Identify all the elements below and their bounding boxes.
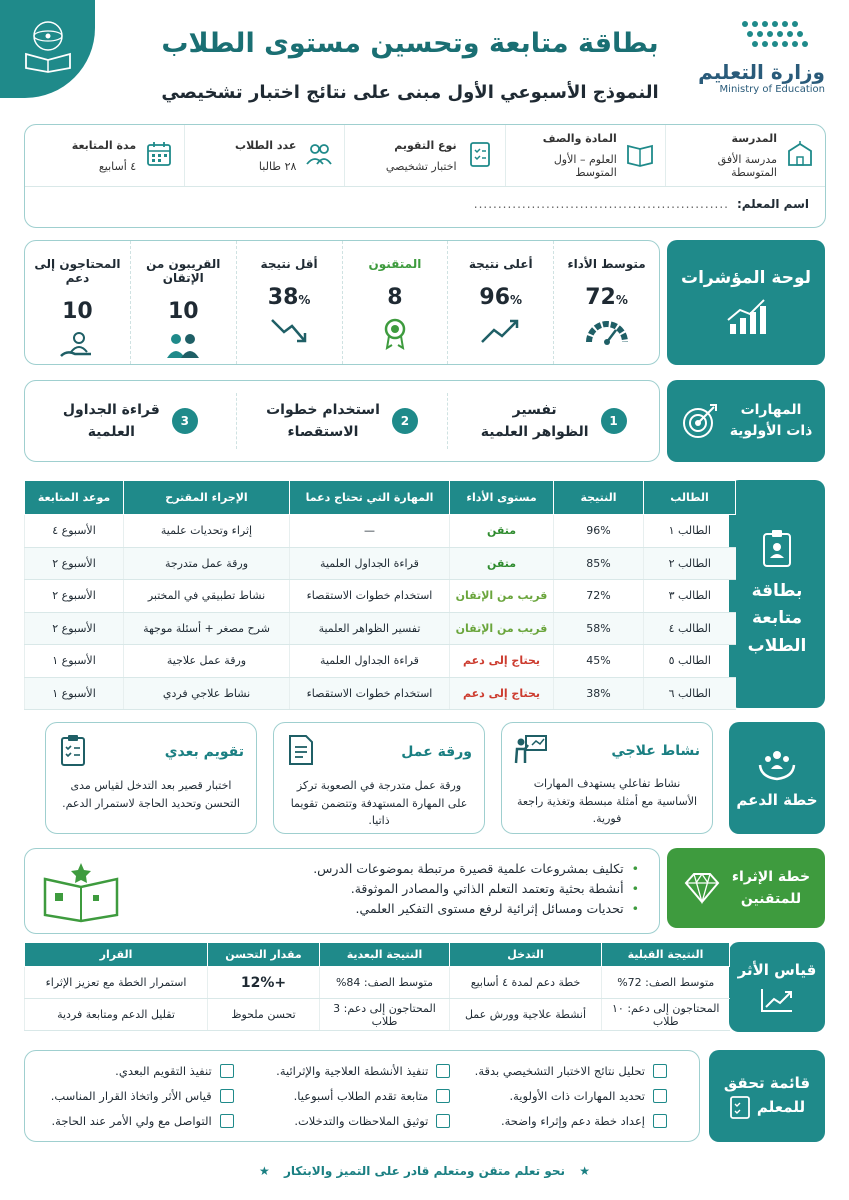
table-row bbox=[25, 580, 736, 613]
table-header: التدخل bbox=[450, 943, 602, 967]
page-subtitle: النموذج الأسبوعي الأول مبنى على نتائج اختبار تشخيصي bbox=[161, 82, 659, 103]
teacher-name-row bbox=[25, 187, 825, 221]
teacher-label: اسم المعلم: bbox=[736, 197, 809, 211]
table-row bbox=[25, 999, 730, 1031]
skill-item bbox=[447, 393, 659, 449]
cell-pre: المحتاجون إلى دعم: ١٠ طلاب bbox=[602, 999, 730, 1031]
enrichment-title-box bbox=[667, 848, 825, 928]
table-row bbox=[25, 645, 736, 678]
table-header-row bbox=[25, 943, 730, 967]
cell-level: يحتاج إلى دعم bbox=[450, 677, 554, 710]
info-duration bbox=[25, 125, 184, 186]
cell-level: متقن bbox=[450, 515, 554, 548]
bar-chart-icon bbox=[724, 298, 768, 338]
gauge-icon bbox=[554, 316, 659, 350]
checkbox[interactable] bbox=[436, 1064, 450, 1078]
table-header: مقدار التحسن bbox=[208, 943, 320, 967]
table-header: مستوى الأداء bbox=[450, 481, 554, 515]
info-students-count bbox=[184, 125, 344, 186]
kpi-value: 10 bbox=[167, 299, 199, 324]
cell-score: 85% bbox=[554, 547, 644, 580]
students-title-line1: بطاقة bbox=[751, 581, 803, 602]
checklist-item[interactable] bbox=[470, 1108, 687, 1133]
worksheet-icon bbox=[286, 733, 316, 771]
checklist-item[interactable] bbox=[37, 1108, 254, 1133]
kpi-need-support bbox=[25, 241, 130, 364]
skill-item bbox=[236, 393, 448, 449]
skills-title-line1: المهارات bbox=[740, 402, 802, 418]
info-label: مدة المتابعة bbox=[71, 138, 137, 152]
star-icon: ★ bbox=[259, 1164, 270, 1178]
checkbox[interactable] bbox=[436, 1089, 450, 1103]
support-card-remedial bbox=[501, 722, 713, 834]
table-header: النتيجة القبلية bbox=[602, 943, 730, 967]
students-table bbox=[24, 480, 736, 710]
support-icon bbox=[25, 330, 130, 364]
footer-text: نحو تعلم متقن ومتعلم قادر على التميز والابتكار bbox=[283, 1164, 566, 1178]
cell-action: إثراء وتحديات علمية bbox=[124, 515, 290, 548]
support-card-title: نشاط علاجي bbox=[611, 743, 700, 759]
checklist-item-label: تنفيذ الأنشطة العلاجية والإثرائية. bbox=[276, 1064, 429, 1079]
checklist-item-label: تنفيذ التقويم البعدي. bbox=[115, 1064, 212, 1079]
table-header: الطالب bbox=[644, 481, 736, 515]
enrichment-card bbox=[24, 848, 660, 934]
skill-line1: تفسير bbox=[512, 401, 557, 418]
checklist-title-line2: للمعلم bbox=[756, 1098, 806, 1116]
footer-slogan bbox=[0, 1164, 849, 1178]
kpi-value: 38 bbox=[267, 285, 299, 310]
info-label: نوع التقويم bbox=[394, 138, 457, 152]
cell-decision: استمرار الخطة مع تعزيز الإثراء bbox=[25, 967, 208, 999]
cell-followup: الأسبوع ٢ bbox=[25, 547, 124, 580]
table-header: النتيجة البعدية bbox=[320, 943, 450, 967]
checklist-icon bbox=[465, 139, 495, 173]
info-assessment bbox=[344, 125, 504, 186]
kpi-label: القريبون من الإتقان bbox=[146, 257, 221, 285]
cell-level: قريب من الإتقان bbox=[450, 580, 554, 613]
checkbox[interactable] bbox=[220, 1114, 234, 1128]
kpi-unit: % bbox=[298, 293, 311, 307]
cell-action: ورقة عمل علاجية bbox=[124, 645, 290, 678]
cell-followup: الأسبوع ٤ bbox=[25, 515, 124, 548]
cell-level: قريب من الإتقان bbox=[450, 612, 554, 645]
checkbox[interactable] bbox=[436, 1114, 450, 1128]
cell-skill: تفسير الظواهر العلمية bbox=[290, 612, 450, 645]
info-value: مدرسة الأفق المتوسطة bbox=[717, 153, 777, 179]
table-row bbox=[25, 612, 736, 645]
ministry-logo bbox=[685, 16, 825, 106]
cell-followup: الأسبوع ٢ bbox=[25, 612, 124, 645]
support-title: خطة الدعم bbox=[736, 791, 818, 809]
group-icon bbox=[131, 330, 236, 364]
impact-title-box bbox=[729, 942, 825, 1032]
dashboard-title: لوحة المؤشرات bbox=[681, 267, 811, 288]
skill-line1: استخدام خطوات bbox=[266, 401, 380, 418]
cell-action: نشاط علاجي فردي bbox=[124, 677, 290, 710]
calendar-icon bbox=[144, 139, 174, 173]
cell-followup: الأسبوع ٢ bbox=[25, 580, 124, 613]
info-value: اختبار تشخيصي bbox=[385, 159, 457, 173]
table-header-row bbox=[25, 481, 736, 515]
skills-title-box bbox=[667, 380, 825, 462]
cell-student: الطالب ٤ bbox=[644, 612, 736, 645]
checklist-title-line1: قائمة تحقق bbox=[723, 1073, 811, 1092]
table-header: الإجراء المقترح bbox=[124, 481, 290, 515]
skills-title-line2: ذات الأولوية bbox=[729, 423, 813, 439]
teacher-name-field[interactable]: ..................................................... bbox=[473, 197, 729, 211]
checklist-card bbox=[24, 1050, 700, 1142]
checklist-item[interactable] bbox=[254, 1108, 471, 1133]
cell-action: شرح مصغر + أسئلة موجهة bbox=[124, 612, 290, 645]
cell-intervention: خطة دعم لمدة ٤ أسابيع bbox=[450, 967, 602, 999]
kpi-unit: % bbox=[615, 293, 628, 307]
cell-improvement: تحسن ملحوظ bbox=[208, 999, 320, 1031]
impact-title: قياس الأثر bbox=[737, 961, 817, 979]
cell-student: الطالب ٣ bbox=[644, 580, 736, 613]
kpi-label: المتقنون bbox=[368, 257, 422, 271]
skill-item bbox=[25, 393, 236, 449]
trend-up-icon bbox=[448, 316, 553, 350]
students-title-line2: متابعة bbox=[751, 608, 803, 629]
cell-level: متقن bbox=[450, 547, 554, 580]
cell-score: 58% bbox=[554, 612, 644, 645]
support-card-desc: نشاط تفاعلي يستهدف المهارات الأساسية مع أمثلة مبسطة وتغذية راجعة فورية. bbox=[516, 777, 698, 826]
kpi-highest bbox=[447, 241, 553, 364]
cell-decision: تقليل الدعم ومتابعة فردية bbox=[25, 999, 208, 1031]
kpi-unit: % bbox=[510, 293, 523, 307]
info-value: العلوم – الأول المتوسط bbox=[553, 153, 617, 179]
kpi-value: 72 bbox=[585, 285, 616, 310]
target-icon bbox=[680, 401, 720, 441]
enrichment-item: • أنشطة بحثية وتعتمد التعلم الذاتي والمصادر الموثوقة. bbox=[25, 879, 639, 899]
checklist-title-box bbox=[709, 1050, 825, 1142]
checklist-item[interactable] bbox=[470, 1059, 687, 1084]
checklist-item[interactable] bbox=[254, 1059, 471, 1084]
medal-icon bbox=[343, 316, 448, 350]
cell-post: متوسط الصف: 84% bbox=[320, 967, 450, 999]
kpi-value: 10 bbox=[62, 299, 93, 324]
kpi-masters bbox=[342, 241, 448, 364]
checklist-item-label: توثيق الملاحظات والتدخلات. bbox=[294, 1113, 429, 1128]
cell-intervention: أنشطة علاجية وورش عمل bbox=[450, 999, 602, 1031]
info-subject bbox=[505, 125, 665, 186]
kpi-label: المحتاجون إلى دعم bbox=[34, 257, 121, 285]
checklist-item-label: قياس الأثر واتخاذ القرار المناسب. bbox=[50, 1088, 212, 1103]
students-title-line3: الطلاب bbox=[747, 635, 807, 656]
book-atom-icon bbox=[18, 14, 78, 74]
checklist-item-label: تحديد المهارات ذات الأولوية. bbox=[509, 1088, 645, 1103]
page-title: بطاقة متابعة وتحسين مستوى الطلاب bbox=[161, 28, 659, 59]
cell-action: ورقة عمل متدرجة bbox=[124, 547, 290, 580]
cell-skill: استخدام خطوات الاستقصاء bbox=[290, 580, 450, 613]
cell-followup: الأسبوع ١ bbox=[25, 645, 124, 678]
enrichment-item: • تكليف بمشروعات علمية قصيرة مرتبطة بموضوعات الدرس. bbox=[25, 859, 639, 879]
enrichment-title-line2: للمتقنين bbox=[740, 891, 802, 907]
people-icon bbox=[304, 139, 334, 173]
logo-text-ar: وزارة التعليم bbox=[698, 60, 825, 84]
support-hands-icon bbox=[757, 747, 797, 783]
dashboard-card bbox=[24, 240, 660, 365]
cell-skill: قراءة الجداول العلمية bbox=[290, 645, 450, 678]
skill-line1: قراءة الجداول bbox=[62, 401, 160, 418]
info-card bbox=[24, 124, 826, 228]
support-card-title: تقويم بعدي bbox=[164, 744, 244, 760]
cell-student: الطالب ٥ bbox=[644, 645, 736, 678]
checklist-item-label: التواصل مع ولي الأمر عند الحاجة. bbox=[51, 1113, 212, 1128]
logo-text-en: Ministry of Education bbox=[719, 84, 825, 95]
school-icon bbox=[785, 139, 815, 173]
skill-line2: الاستقصاء bbox=[287, 424, 359, 440]
kpi-near-mastery bbox=[130, 241, 236, 364]
checklist-item-label: متابعة تقدم الطلاب أسبوعيا. bbox=[293, 1088, 429, 1103]
table-header: النتيجة bbox=[554, 481, 644, 515]
cell-student: الطالب ٢ bbox=[644, 547, 736, 580]
checkbox[interactable] bbox=[653, 1089, 667, 1103]
kpi-value: 8 bbox=[387, 285, 403, 310]
kpi-label: أعلى نتيجة bbox=[468, 257, 533, 271]
cell-pre: متوسط الصف: 72% bbox=[602, 967, 730, 999]
info-label: المدرسة bbox=[731, 132, 777, 145]
info-label: المادة والصف bbox=[542, 132, 617, 145]
kpi-average bbox=[553, 241, 659, 364]
info-value: ٢٨ طالبا bbox=[258, 159, 297, 173]
table-header: المهارة التي تحتاج دعما bbox=[290, 481, 450, 515]
cell-score: 45% bbox=[554, 645, 644, 678]
kpi-value: 96 bbox=[479, 285, 511, 310]
open-book-icon bbox=[41, 859, 121, 923]
ministry-logo-icon bbox=[735, 16, 825, 56]
teacher-board-icon bbox=[514, 733, 548, 769]
book-icon bbox=[625, 139, 655, 173]
cell-skill: استخدام خطوات الاستقصاء bbox=[290, 677, 450, 710]
star-icon: ★ bbox=[579, 1164, 590, 1178]
table-header: القرار bbox=[25, 943, 208, 967]
checklist-item[interactable] bbox=[254, 1084, 471, 1109]
support-card-desc: اختبار قصير بعد التدخل لقياس مدى التحسن وتحديد الحاجة لاستمرار الدعم. bbox=[62, 779, 240, 810]
table-row bbox=[25, 515, 736, 548]
kpi-label: أقل نتيجة bbox=[260, 257, 318, 271]
clipboard-icon bbox=[58, 733, 88, 771]
cell-followup: الأسبوع ١ bbox=[25, 677, 124, 710]
growth-chart-icon bbox=[760, 987, 794, 1013]
cell-student: الطالب ١ bbox=[644, 515, 736, 548]
table-row bbox=[25, 547, 736, 580]
id-card-icon bbox=[759, 528, 795, 568]
checkbox[interactable] bbox=[653, 1064, 667, 1078]
info-value: ٤ أسابيع bbox=[98, 159, 137, 173]
skill-number: 3 bbox=[172, 408, 198, 434]
cell-skill: قراءة الجداول العلمية bbox=[290, 547, 450, 580]
checkbox[interactable] bbox=[653, 1114, 667, 1128]
checklist-item[interactable] bbox=[37, 1084, 254, 1109]
cell-skill: — bbox=[290, 515, 450, 548]
diamond-icon bbox=[682, 871, 722, 905]
cell-student: الطالب ٦ bbox=[644, 677, 736, 710]
table-row bbox=[25, 967, 730, 999]
header-corner-decoration bbox=[0, 0, 95, 98]
enrichment-title-line1: خطة الإثراء bbox=[731, 868, 811, 885]
cell-score: 38% bbox=[554, 677, 644, 710]
enrichment-item: • تحديات ومسائل إثرائية لرفع مستوى التفكير العلمي. bbox=[25, 899, 639, 919]
kpi-lowest bbox=[236, 241, 342, 364]
support-card-title: ورقة عمل bbox=[401, 744, 472, 760]
cell-score: 72% bbox=[554, 580, 644, 613]
checkbox[interactable] bbox=[220, 1064, 234, 1078]
skill-number: 1 bbox=[601, 408, 627, 434]
checklist-item[interactable] bbox=[470, 1084, 687, 1109]
cell-action: نشاط تطبيقي في المختبر bbox=[124, 580, 290, 613]
clipboard-check-icon bbox=[729, 1094, 751, 1120]
dashboard-title-box bbox=[667, 240, 825, 365]
skill-number: 2 bbox=[392, 408, 418, 434]
trend-down-icon bbox=[237, 316, 342, 350]
cell-post: المحتاجون إلى دعم: 3 طلاب bbox=[320, 999, 450, 1031]
checkbox[interactable] bbox=[220, 1089, 234, 1103]
support-card-post-assessment bbox=[45, 722, 257, 834]
skills-card bbox=[24, 380, 660, 462]
cell-score: 96% bbox=[554, 515, 644, 548]
support-title-box bbox=[729, 722, 825, 834]
skill-line2: العلمية bbox=[87, 424, 135, 440]
cell-level: يحتاج إلى دعم bbox=[450, 645, 554, 678]
info-label: عدد الطلاب bbox=[235, 138, 297, 152]
cell-improvement: +12% bbox=[208, 967, 320, 999]
support-card-desc: ورقة عمل متدرجة في الصعوبة تركز على المهارة المستهدفة وتتضمن تقويما ذاتيا. bbox=[290, 779, 468, 828]
impact-table bbox=[24, 942, 730, 1031]
kpi-label: متوسط الأداء bbox=[567, 257, 646, 271]
checklist-item[interactable] bbox=[37, 1059, 254, 1084]
table-header: موعد المتابعة bbox=[25, 481, 124, 515]
checklist-item-label: إعداد خطة دعم وإثراء واضحة. bbox=[500, 1113, 645, 1128]
students-title-box bbox=[729, 480, 825, 708]
skill-line2: الظواهر العلمية bbox=[480, 424, 589, 440]
support-card-worksheet bbox=[273, 722, 485, 834]
table-row bbox=[25, 677, 736, 710]
info-school bbox=[665, 125, 825, 186]
checklist-item-label: تحليل نتائج الاختبار التشخيصي بدقة. bbox=[474, 1064, 645, 1079]
